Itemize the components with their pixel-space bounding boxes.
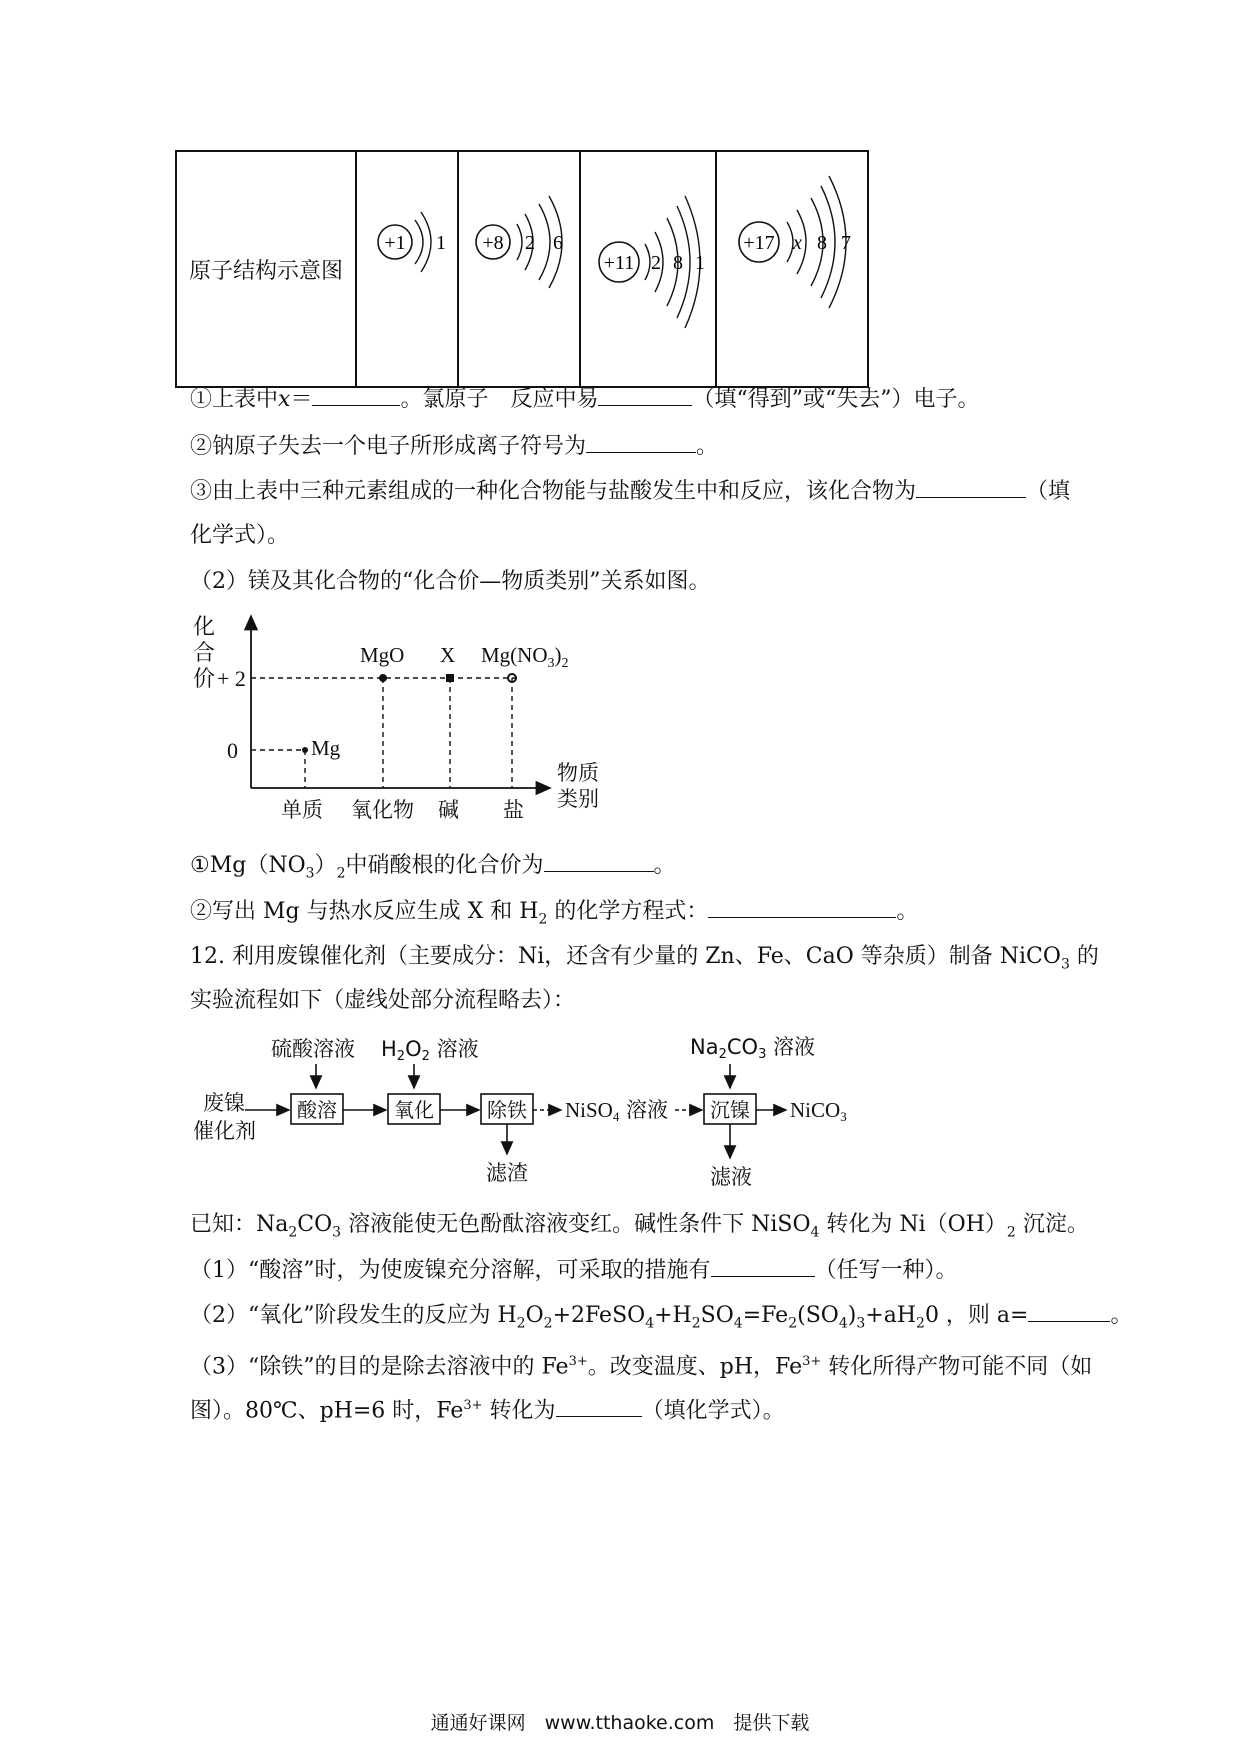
process-flow-diagram	[185, 1030, 885, 1205]
q12-text: 12. 利用废镍催化剂（主要成分：Ni，还含有少量的 Zn、Fe、CaO 等杂质）制备 NiCO	[190, 944, 1061, 969]
answer-blank[interactable]	[544, 853, 654, 872]
y-tick-label: 0	[227, 738, 238, 763]
flow-waste: 滤液	[710, 1165, 752, 1189]
q2-text: 的化学方程式：	[547, 899, 709, 924]
step-label: 酸溶	[297, 1098, 337, 1122]
q2-intro: （2）镁及其化合物的“化合价—物质类别”关系如图。	[190, 569, 711, 594]
answer-blank[interactable]	[711, 1258, 815, 1277]
p3-line-2: 图）。80℃、pH=6 时，$Fe^{3+}$ 转化为 （填化学式）。	[190, 1398, 785, 1424]
q1-text: ＝	[290, 387, 313, 412]
q1-line-4: 化学式）。	[190, 523, 290, 548]
nucleus-charge: +8	[482, 232, 504, 254]
flow-product: NiCO3	[790, 1098, 847, 1124]
y-axis-label-char: 化	[193, 614, 216, 639]
y-axis-label-char: 价	[193, 666, 216, 691]
page-footer: 通通好课网 www.tthaoke.com 提供下载	[430, 1712, 810, 1734]
point-label: Mg	[311, 736, 341, 760]
q2-line-1	[190, 851, 676, 888]
q2-text: ①Mg（NO	[190, 853, 306, 878]
shell-electrons: 1	[695, 252, 705, 274]
shell-electrons: 1	[436, 232, 446, 254]
category-label: 单质	[281, 798, 323, 822]
point-mgo	[379, 674, 387, 682]
shell-electrons: 8	[673, 252, 683, 274]
q1-text: （填	[1026, 479, 1071, 504]
q12-line-1	[190, 942, 1099, 979]
nucleus-charge: +1	[384, 232, 406, 254]
flow-reagent: Na2CO3 溶液	[690, 1035, 816, 1062]
p3-line-1: （3）“除铁”的目的是除去溶液中的 $Fe^{3+}$。改变温度、pH，$Fe^{3+}$ 转化所得产物可能不同（如	[190, 1354, 1093, 1380]
nucleus-charge: +11	[603, 252, 635, 274]
x-axis-label: 类别	[557, 787, 599, 811]
p1-line: （1）“酸溶”时，为使废镍充分溶解，可采取的措施有 （任写一种）。	[190, 1258, 958, 1283]
category-label: 碱	[438, 798, 459, 822]
q1-line-1	[190, 385, 979, 415]
oxygen-atom-diagram	[459, 152, 579, 382]
answer-blank[interactable]	[312, 387, 400, 406]
point-label: MgO	[360, 643, 405, 667]
q12-text: 的	[1069, 944, 1099, 969]
q1-text: ②钠原子失去一个电子所形成离子符号为	[190, 434, 587, 459]
nucleus-charge: +17	[743, 232, 775, 254]
atom-diagram-h	[356, 151, 458, 387]
q1-text: ①上表中	[190, 387, 279, 412]
shell-electrons: 2	[525, 232, 535, 254]
q2-text: ②写出 Mg 与热水反应生成 X 和 H	[190, 899, 539, 924]
flow-reagent: 硫酸溶液	[271, 1037, 355, 1061]
q1-text: ③由上表中三种元素组成的一种化合物能与盐酸发生中和反应，该化合物为	[190, 479, 917, 504]
subscript: 2	[538, 911, 548, 928]
q2-text: ）	[314, 853, 337, 878]
q2-text: 。	[653, 853, 676, 878]
step-label: 除铁	[487, 1098, 527, 1122]
category-label: 盐	[503, 798, 524, 822]
shell-electrons: 7	[841, 232, 851, 254]
flow-reagent: H2O2 溶液	[381, 1037, 479, 1064]
q1-var-x: x	[278, 387, 291, 412]
answer-blank[interactable]	[598, 387, 692, 406]
point-label: X	[440, 643, 456, 667]
atom-diagram-o	[458, 151, 580, 387]
q1-line-2	[190, 432, 718, 462]
subscript: 3	[1060, 956, 1070, 973]
point-x	[446, 674, 454, 682]
atom-structure-table	[175, 150, 869, 388]
y-tick-label: + 2	[217, 666, 246, 691]
y-axis-label-char: 合	[193, 640, 216, 665]
atom-diagram-na	[580, 151, 716, 387]
sodium-atom-diagram	[581, 152, 715, 382]
answer-blank[interactable]	[586, 434, 696, 453]
p2-line: （2）“氧化”阶段发生的反应为 $H_2O_2+2FeSO_4+H_2SO_4=Fe_2(SO_4)_3+aH_20$ ，则 a= 。	[190, 1303, 1133, 1332]
q12-line-2: 实验流程如下（虚线处部分流程略去）：	[190, 988, 576, 1013]
step-label: 氧化	[394, 1098, 434, 1122]
answer-blank[interactable]	[916, 479, 1026, 498]
shell-electrons: 6	[553, 232, 563, 254]
flow-waste: 滤渣	[486, 1161, 528, 1185]
chlorine-atom-diagram	[717, 152, 867, 382]
flow-start: 催化剂	[193, 1119, 256, 1143]
known-line: 已知：$Na_2CO_3$ 溶液能使无色酚酞溶液变红。碱性条件下 NiSO$_4$ 转化为 $Ni(OH)_2$ 沉淀。	[190, 1212, 1089, 1241]
point-label: $Mg(NO_3)_2$	[481, 643, 569, 671]
step-label: 沉镍	[710, 1098, 750, 1122]
category-label: 氧化物	[351, 798, 414, 822]
flow-intermediate: NiSO4 溶液	[565, 1098, 669, 1124]
shell-electrons: 2	[651, 252, 661, 274]
shell-electrons: x	[793, 232, 802, 254]
answer-blank[interactable]	[556, 1398, 642, 1417]
q2-text: 中硝酸根的化合价为	[345, 853, 544, 878]
hydrogen-atom-diagram	[357, 152, 457, 382]
q2-line-2	[190, 897, 918, 934]
point-mg	[302, 747, 308, 753]
atom-diagram-cl	[716, 151, 868, 387]
valence-category-chart	[185, 610, 645, 830]
flow-start: 废镍	[203, 1091, 245, 1115]
subscript: 3	[305, 865, 315, 882]
q2-text: 。	[896, 899, 919, 924]
q1-text: （填“得到”或“失去”）电子。	[692, 387, 980, 412]
q1-text: 。氯原子 反应中易	[400, 387, 599, 412]
shell-electrons: 8	[817, 232, 827, 254]
subscript: 2	[336, 865, 346, 882]
x-axis-label: 物质	[557, 761, 599, 785]
q1-text: 。	[696, 434, 719, 459]
answer-blank[interactable]	[708, 899, 896, 918]
q1-line-3	[190, 477, 1070, 507]
answer-blank[interactable]	[1028, 1303, 1110, 1322]
table-row-label: 原子结构示意图	[176, 151, 356, 387]
